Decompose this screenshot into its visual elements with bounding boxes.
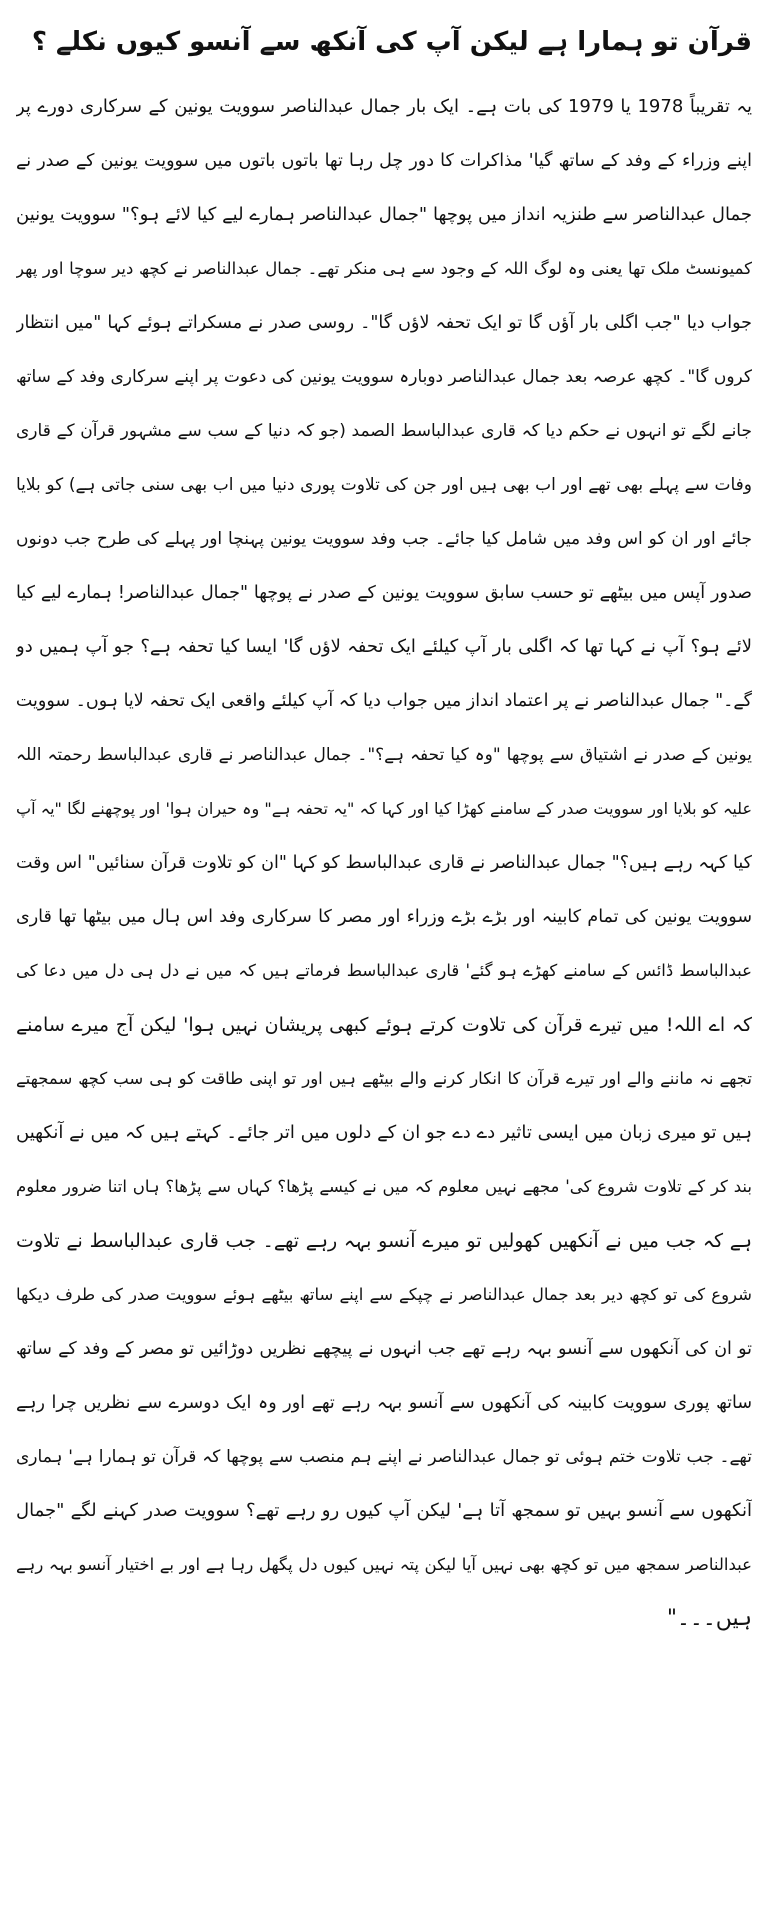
text-line: ساتھ پوری سوویت کابینہ کی آنکھوں سے آنسو بہہ رہے تھے اور وہ ایک دوسرے سے نظریں چرا رہے [16,1393,752,1413]
text-line: کروں گا"۔ کچھ عرصہ بعد جمال عبدالناصر دوبارہ سوویت یونین کی دعوت پر اپنے سرکاری وفد کے ساتھ [16,367,752,387]
text-line: یونین کے صدر نے اشتیاق سے پوچھا "وہ کیا تحفہ ہے؟"۔ جمال عبدالناصر نے قاری عبدالباسط رحمتہ اللہ [16,745,752,765]
text-line: عبدالباسط ڈائس کے سامنے کھڑے ہو گئے' قاری عبدالباسط فرماتے ہیں کہ میں نے دل ہی دل میں دعا کی [16,961,752,980]
text-line: لائے ہو؟ آپ نے کہا تھا کہ اگلی بار آپ کیلئے ایک تحفہ لاؤں گا' ایسا کیا تحفہ ہے؟ جو آپ ہمیں دو [16,636,752,657]
text-line: علیہ کو بلایا اور سوویت صدر کے سامنے کھڑا کیا اور کہا کہ "یہ تحفہ ہے" وہ حیران ہوا' اور پوچھنے لگا "یہ آپ [16,799,752,818]
text-line: کہ اے اللہ! میں تیرے قرآن کی تلاوت کرتے ہوئے کبھی پریشان نہیں ہوا' لیکن آج میرے سامنے [16,1014,752,1036]
text-line: گے۔" جمال عبدالناصر نے پر اعتماد انداز میں جواب دیا کہ آپ کیلئے واقعی ایک تحفہ لایا ہوں۔ سوویت [16,691,752,711]
text-line: جانے لگے تو انہوں نے حکم دیا کہ قاری عبدالباسط الصمد (جو کہ دنیا کے سب سے مشہور قرآن کے قاری [16,421,752,441]
text-line: جائے اور ان کو اس وفد میں شامل کیا جائے۔ جب وفد سوویت یونین پہنچا اور پہلے کی طرح جب دونوں [16,529,752,549]
text-line: جواب دیا "جب اگلی بار آؤں گا تو ایک تحفہ لاؤں گا"۔ روسی صدر نے مسکراتے ہوئے کہا "میں انتظار [16,313,752,333]
text-line: وفات سے پہلے بھی تھے اور اب بھی ہیں اور جن کی تلاوت پوری دنیا میں اب بھی سنی جاتی ہے) کو بلایا [16,475,752,495]
article-title: قرآن تو ہمارا ہے لیکن آپ کی آنکھ سے آنسو کیوں نکلے ؟ [31,27,752,57]
text-line: صدور آپس میں بیٹھے تو حسب سابق سوویت یونین کے صدر نے پوچھا "جمال عبدالناصر! ہمارے لیے کیا [16,583,752,603]
text-line: بند کر کے تلاوت شروع کی' مجھے نہیں معلوم کہ میں نے کیسے پڑھا؟ کہاں سے پڑھا؟ ہاں اتنا ضرور معلوم [16,1177,752,1196]
text-line: جمال عبدالناصر سے طنزیہ انداز میں پوچھا "جمال عبدالناصر ہمارے لیے کیا لائے ہو؟" سوویت یونین [16,204,752,225]
text-line: تھے۔ جب تلاوت ختم ہوئی تو جمال عبدالناصر نے اپنے ہم منصب سے پوچھا کہ قرآن تو ہمارا ہے' ہماری [16,1447,752,1467]
text-line: کیا کہہ رہے ہیں؟" جمال عبدالناصر نے قاری عبدالباسط کو کہا "ان کو تلاوت قرآن سنائیں" اس وقت [16,853,752,873]
text-line: ہے کہ جب میں نے آنکھیں کھولیں تو میرے آنسو بہہ رہے تھے۔ جب قاری عبدالباسط نے تلاوت [16,1230,752,1252]
text-line-last: ہیں۔۔۔" [666,1606,752,1631]
text-line: آنکھوں سے آنسو بہیں تو سمجھ آتا ہے' لیکن آپ کیوں رو رہے تھے؟ سوویت صدر کہنے لگے "جمال [16,1500,752,1521]
text-line: ہیں تو میری زبان میں ایسی تاثیر دے دے جو ان کے دلوں میں اتر جائے۔ کہتے ہیں کہ میں نے آنکھیں [16,1122,752,1143]
text-line: عبدالناصر سمجھ میں تو کچھ بھی نہیں آیا لیکن پتہ نہیں کیوں دل پگھل رہا ہے اور بے اختیار آنسو بہہ رہے [16,1555,752,1574]
text-line: کمیونسٹ ملک تھا یعنی وہ لوگ اللہ کے وجود سے ہی منکر تھے۔ جمال عبدالناصر نے کچھ دیر سوچا اور پھر [16,259,752,278]
text-line: یہ تقریباً 1978 یا 1979 کی بات ہے۔ ایک بار جمال عبدالناصر سوویت یونین کے سرکاری دورے پر [16,96,752,117]
text-line: سوویت یونین کی تمام کابینہ اور بڑے بڑے وزراء اور مصر کا سرکاری وفد اس ہال میں بیٹھا تھا قاری [16,907,752,927]
text-line: اپنے وزراء کے وفد کے ساتھ گیا' مذاکرات کا دور چل رہا تھا باتوں باتوں میں سوویت یونین کے صدر نے [16,151,752,171]
text-line: تو ان کی آنکھوں سے آنسو بہہ رہے تھے جب انہوں نے پیچھے نظریں دوڑائیں تو مصر کے وفد کے ساتھ [16,1339,752,1359]
article-body [16,80,752,1646]
text-line: تجھے نہ ماننے والے اور تیرے قرآن کا انکار کرنے والے بیٹھے ہیں اور تو اپنی طاقت کو ہی سب کچھ سمجھتے [16,1069,752,1088]
text-line: شروع کی تو کچھ دیر بعد جمال عبدالناصر نے چپکے سے اپنے ساتھ بیٹھے ہوئے سوویت صدر کی طرف دیکھا [16,1285,752,1304]
